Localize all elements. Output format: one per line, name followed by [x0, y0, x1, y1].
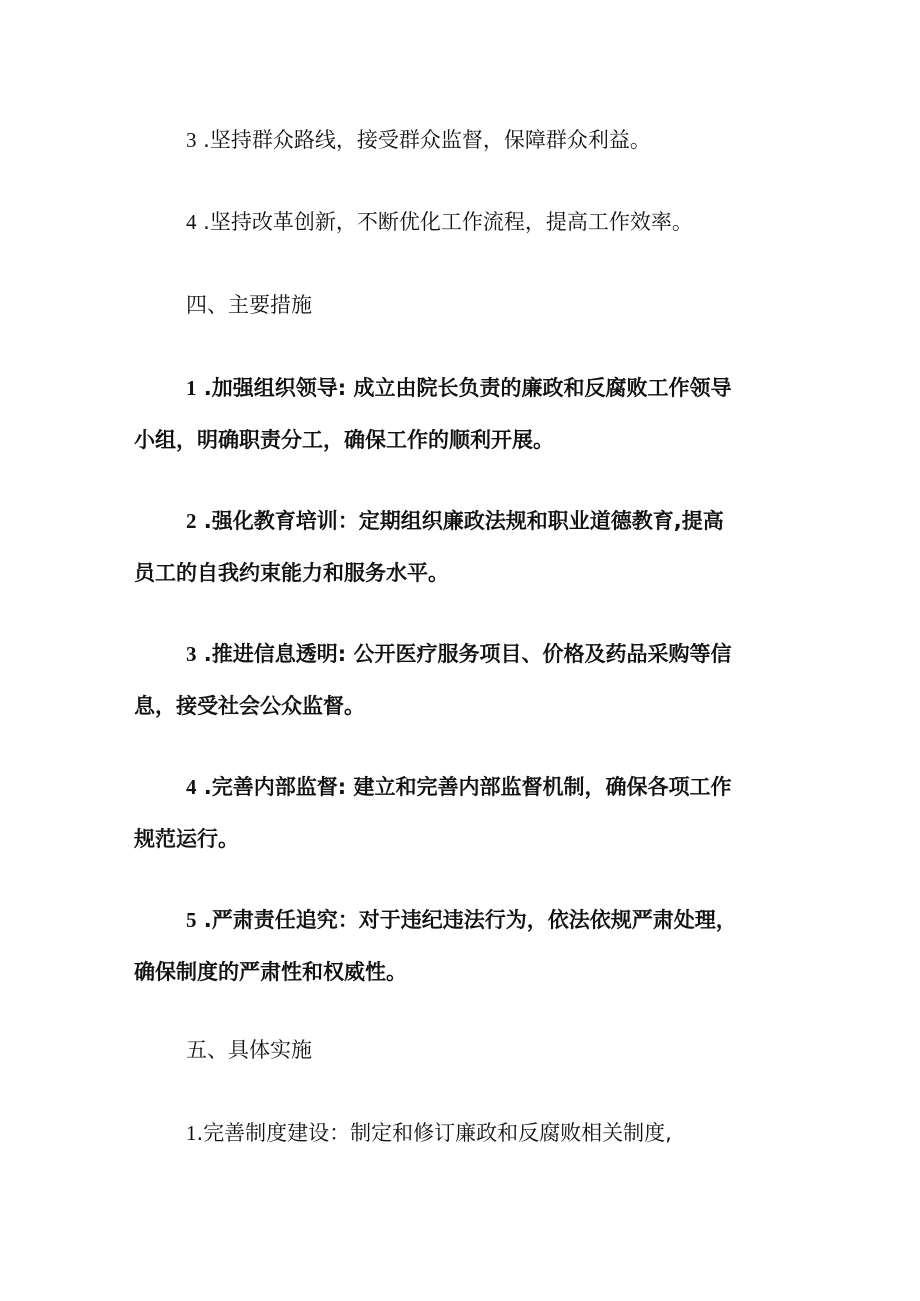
principle-text: .坚持改革创新，不断优化工作流程，提高工作效率。 [196, 210, 693, 234]
section-heading-measures: 四、主要措施 [186, 293, 312, 317]
implementation-text: .完善制度建设：制定和修订廉政和反腐败相关制度, [196, 1121, 672, 1145]
measure-text: .强化教育培训：定期组织廉政法规和职业道德教育,提高 [196, 509, 724, 533]
principle-item-3 [186, 126, 651, 154]
measure-number: 2 [186, 509, 197, 533]
measure-line-1 [186, 640, 732, 668]
implementation-item-1 [186, 1119, 672, 1147]
measure-number: 5 [186, 908, 197, 932]
principle-item-4 [186, 208, 693, 236]
measure-text: .加强组织领导: 成立由院长负责的廉政和反腐败工作领导 [196, 376, 732, 400]
measure-line-2: 规范运行。 [134, 827, 239, 851]
measure-line-1 [186, 906, 737, 934]
principle-number: 4 [186, 210, 197, 234]
measure-line-2: 确保制度的严肃性和权威性。 [134, 960, 407, 984]
measure-line-2: 息，接受社会公众监督。 [134, 694, 365, 718]
measure-line-1 [186, 773, 732, 801]
principle-text: .坚持群众路线，接受群众监督，保障群众利益。 [196, 128, 651, 152]
measure-text: .完善内部监督: 建立和完善内部监督机制，确保各项工作 [196, 775, 732, 799]
measure-number: 4 [186, 775, 197, 799]
measure-line-2: 员工的自我约束能力和服务水平。 [134, 561, 449, 585]
section-heading-implementation: 五、具体实施 [186, 1038, 312, 1062]
measure-line-2: 小组，明确职责分工，确保工作的顺利开展。 [134, 428, 554, 452]
implementation-number: 1 [186, 1121, 197, 1145]
measure-text: .推进信息透明: 公开医疗服务项目、价格及药品采购等信 [196, 642, 732, 666]
measure-line-1 [186, 374, 732, 402]
measure-line-1 [186, 507, 724, 535]
measure-text: .严肃责任追究：对于违纪违法行为，依法依规严肃处理， [196, 908, 737, 932]
principle-number: 3 [186, 128, 197, 152]
measure-number: 3 [186, 642, 197, 666]
measure-number: 1 [186, 376, 197, 400]
